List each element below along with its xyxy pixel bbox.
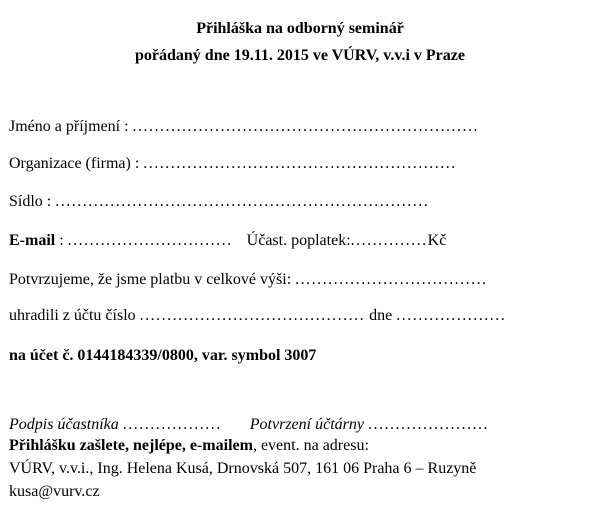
signature-row [9,414,592,436]
seat-label: Sídlo : [9,193,52,210]
account-date-row [9,305,592,327]
date-dotted-line[interactable]: .................... [396,307,507,324]
fee-label: Účast. poplatek: [246,232,351,249]
send-instruction-bold: Přihlášku zašlete, nejlépe, e-mailem [9,437,253,454]
name-field-row [9,116,592,138]
form-title: Přihláška na odborný seminář [196,20,404,37]
seat-dotted-line[interactable]: .................................................................... [55,193,430,210]
organization-field-row [9,153,592,175]
organization-dotted-line[interactable]: ......................................................... [143,155,457,172]
account-label: uhradili z účtu číslo [9,307,136,324]
bank-account-line: na účet č. 0144184339/0800, var. symbol 3007 [9,347,317,364]
name-label: Jméno a příjmení : [9,118,129,135]
organization-label: Organizace (firma) : [9,155,140,172]
date-label: dne [369,307,393,324]
form-subtitle: pořádaný dne 19.11. 2015 ve VÚRV, v.v.i v Praze [135,47,465,64]
send-instruction [9,436,592,456]
postal-address: VÚRV, v.v.i., Ing. Helena Kusá, Drnovská 507, 161 06 Praha 6 – Ruzyně [9,460,477,477]
seat-field-row [9,191,592,213]
email-label: E-mail [9,232,56,249]
accounting-confirmation-label: Potvrzení účtárny [249,416,364,433]
payment-dotted-line[interactable]: ................................... [295,271,488,288]
accounting-confirmation-line[interactable]: ...................... [367,416,489,433]
send-instruction-rest: , event. na adresu: [252,437,369,454]
payment-amount-row [9,269,592,291]
fee-dotted-line[interactable]: .............. [350,232,428,249]
account-dotted-line[interactable]: ......................................... [139,307,366,324]
email-fee-row [9,230,592,252]
name-dotted-line[interactable]: ............................................................... [132,118,480,135]
email-dotted-line[interactable]: .............................. [67,232,233,249]
participant-signature-line[interactable]: .................. [122,416,222,433]
email-colon: : [55,232,64,249]
contact-email[interactable]: kusa@vurv.cz [9,483,100,500]
payment-label: Potvrzujeme, že jsme platbu v celkové výši: [9,271,292,288]
fee-unit: Kč [427,232,447,249]
participant-signature-label: Podpis účastníka [9,416,119,433]
